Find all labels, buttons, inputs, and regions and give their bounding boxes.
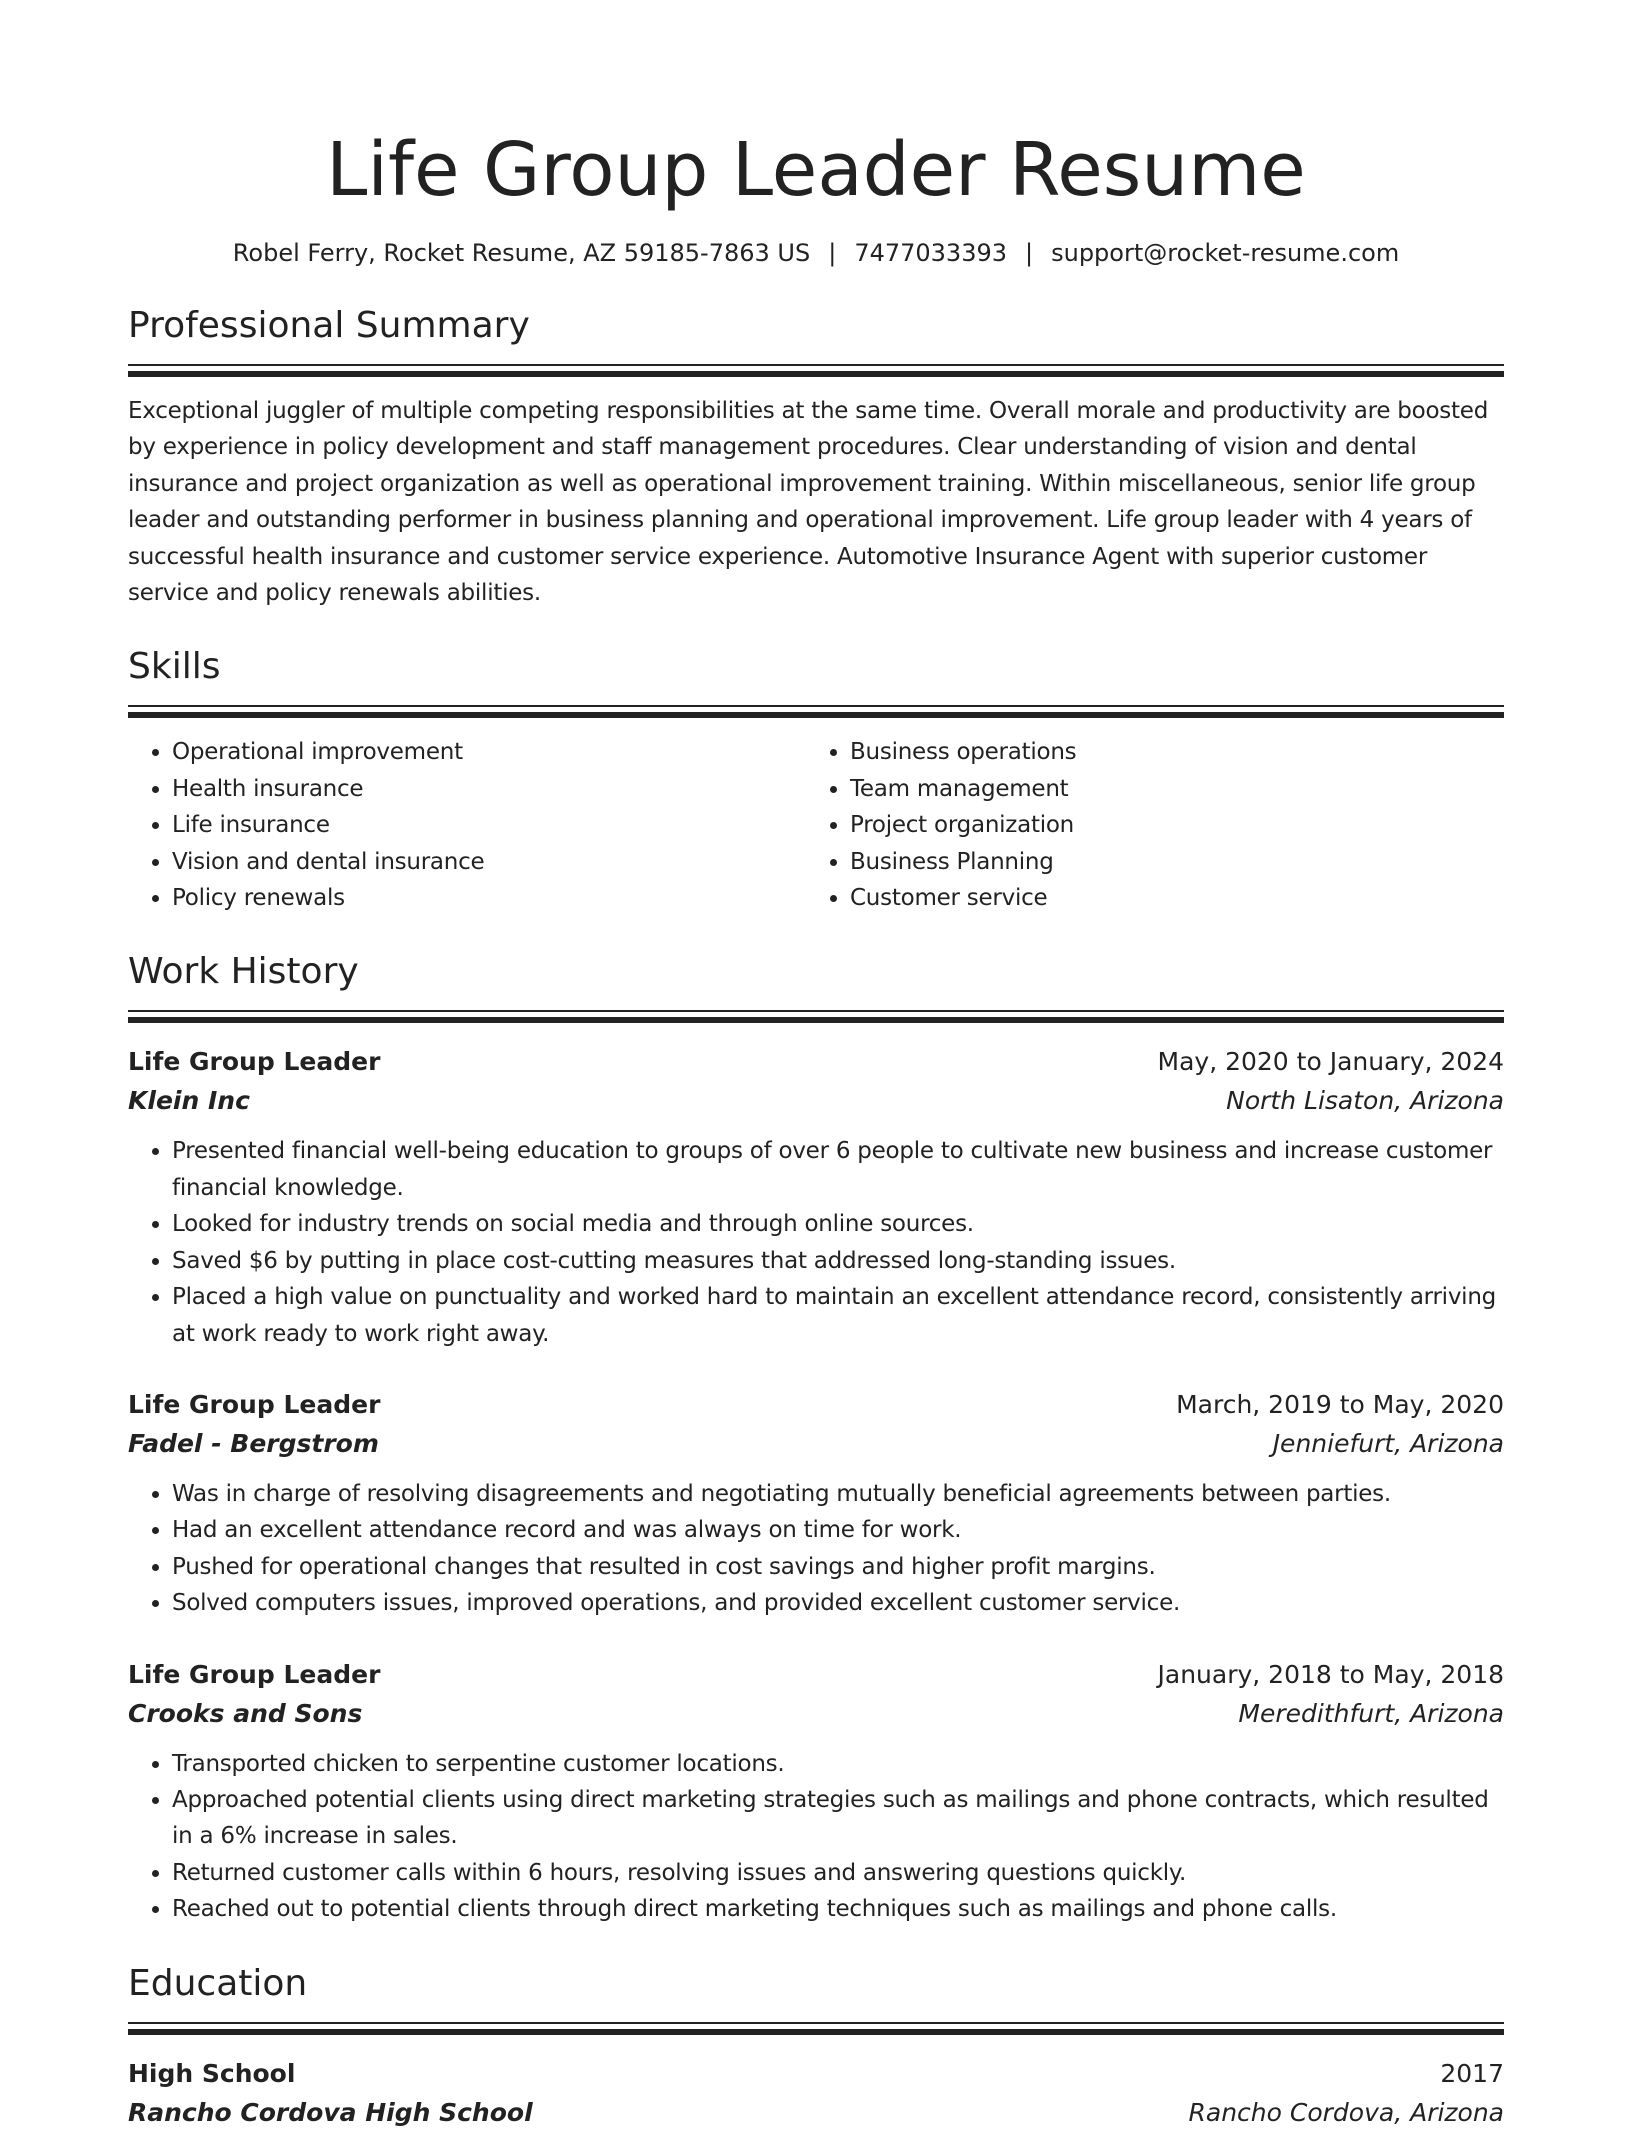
section-rule-thick — [128, 1017, 1504, 1023]
job-company: Crooks and Sons — [128, 1698, 363, 1728]
job-subheader — [128, 1694, 1504, 1734]
skills-section — [128, 645, 1504, 916]
contact-phone: 7477033393 — [854, 239, 1008, 267]
section-rule-thick — [128, 371, 1504, 377]
job-subheader — [128, 1081, 1504, 1121]
job-bullets — [128, 1746, 1504, 1928]
job-dates: May, 2020 to January, 2024 — [1157, 1047, 1504, 1077]
job-title: Life Group Leader — [128, 1389, 381, 1419]
skill-item: • Health insurance — [172, 771, 806, 807]
skill-item: • Business operations — [850, 734, 1484, 770]
job-entry — [128, 1656, 1504, 1928]
skills-columns — [128, 734, 1504, 916]
education-subheader — [128, 2093, 1504, 2133]
education-year: 2017 — [1440, 2058, 1504, 2088]
skills-list-right — [806, 734, 1484, 916]
skill-item: • Business Planning — [850, 844, 1484, 880]
job-bullets — [128, 1133, 1504, 1351]
education-school: Rancho Cordova High School — [128, 2097, 533, 2127]
skill-item: • Policy renewals — [172, 880, 806, 916]
job-location: North Lisaton, Arizona — [1226, 1086, 1504, 1116]
section-rule — [128, 1010, 1504, 1012]
skill-item: • Customer service — [850, 880, 1484, 916]
job-title: Life Group Leader — [128, 1047, 381, 1077]
contact-separator: | — [828, 239, 837, 267]
section-rule — [128, 2022, 1504, 2024]
job-bullet: • Solved computers issues, improved operations, and provided excellent customer service. — [172, 1585, 1504, 1621]
skill-item: • Life insurance — [172, 807, 806, 843]
contact-address: Robel Ferry, Rocket Resume, AZ 59185-7863 US — [232, 239, 811, 267]
skill-item: • Project organization — [850, 807, 1484, 843]
section-rule-thick — [128, 712, 1504, 718]
job-bullet: • Returned customer calls within 6 hours, resolving issues and answering questions quickly. — [172, 1855, 1504, 1891]
section-heading-skills: Skills — [128, 646, 221, 688]
job-company: Fadel - Bergstrom — [128, 1428, 379, 1458]
job-location: Jenniefurt, Arizona — [1272, 1428, 1504, 1458]
job-subheader — [128, 1424, 1504, 1464]
education-degree: High School — [128, 2058, 296, 2088]
section-heading-work: Work History — [128, 951, 359, 993]
contact-email: support@rocket-resume.com — [1051, 239, 1400, 267]
section-heading-education: Education — [128, 1962, 308, 2004]
job-dates: March, 2019 to May, 2020 — [1176, 1389, 1504, 1419]
education-entry — [128, 2055, 1504, 2133]
contact-separator: | — [1025, 239, 1034, 267]
job-header — [128, 1386, 1504, 1424]
resume-title: Life Group Leader Resume — [326, 127, 1306, 213]
contact-line — [128, 236, 1504, 270]
skill-item: • Team management — [850, 771, 1484, 807]
job-entry — [128, 1043, 1504, 1351]
section-rule — [128, 364, 1504, 366]
job-company: Klein Inc — [128, 1086, 250, 1116]
section-rule-thick — [128, 2029, 1504, 2035]
skills-list-left — [128, 734, 806, 916]
job-entry — [128, 1386, 1504, 1622]
education-section — [128, 1962, 1504, 2133]
job-bullet: • Presented financial well-being education to groups of over 6 people to cultivate new business and increase customer financial knowledge. — [172, 1133, 1504, 1206]
job-bullet: • Approached potential clients using direct marketing strategies such as mailings and phone contracts, which resulted in a 6% increase in sales. — [172, 1782, 1504, 1855]
job-header — [128, 1043, 1504, 1081]
job-bullet: • Looked for industry trends on social media and through online sources. — [172, 1206, 1504, 1242]
education-location: Rancho Cordova, Arizona — [1188, 2097, 1504, 2127]
job-bullet: • Had an excellent attendance record and was always on time for work. — [172, 1512, 1504, 1548]
summary-section — [128, 304, 1504, 611]
job-bullet: • Saved $6 by putting in place cost-cutting measures that addressed long-standing issues. — [172, 1243, 1504, 1279]
job-bullet: • Reached out to potential clients through direct marketing techniques such as mailings and phone calls. — [172, 1891, 1504, 1927]
skill-item: • Operational improvement — [172, 734, 806, 770]
resume-page — [128, 0, 1504, 2133]
work-history-section — [128, 950, 1504, 1927]
job-location: Meredithfurt, Arizona — [1238, 1698, 1504, 1728]
job-bullets — [128, 1476, 1504, 1622]
section-heading-summary: Professional Summary — [128, 305, 530, 346]
job-header — [128, 1656, 1504, 1694]
summary-text: Exceptional juggler of multiple competing responsibilities at the same time. Overall morale and productivity are boosted by experience in policy development and staff management procedures. Clear understanding of vision and dental insurance and project organization as well as operational improvement training. Within miscellaneous, senior life group leader and outstanding performer in business planning and operational improvement. Life group leader with 4 years of successful health insurance and customer service experience. Automotive Insurance Agent with superior customer service and policy renewals abilities. — [128, 398, 1489, 607]
job-bullet: • Was in charge of resolving disagreements and negotiating mutually beneficial agreements between parties. — [172, 1476, 1504, 1512]
section-rule — [128, 705, 1504, 707]
job-bullet: • Transported chicken to serpentine customer locations. — [172, 1746, 1504, 1782]
education-header — [128, 2055, 1504, 2093]
job-title: Life Group Leader — [128, 1659, 381, 1689]
job-dates: January, 2018 to May, 2018 — [1157, 1659, 1504, 1689]
skill-item: • Vision and dental insurance — [172, 844, 806, 880]
job-bullet: • Placed a high value on punctuality and worked hard to maintain an excellent attendance record, consistently arriving at work ready to work right away. — [172, 1279, 1504, 1352]
job-bullet: • Pushed for operational changes that resulted in cost savings and higher profit margins. — [172, 1549, 1504, 1585]
